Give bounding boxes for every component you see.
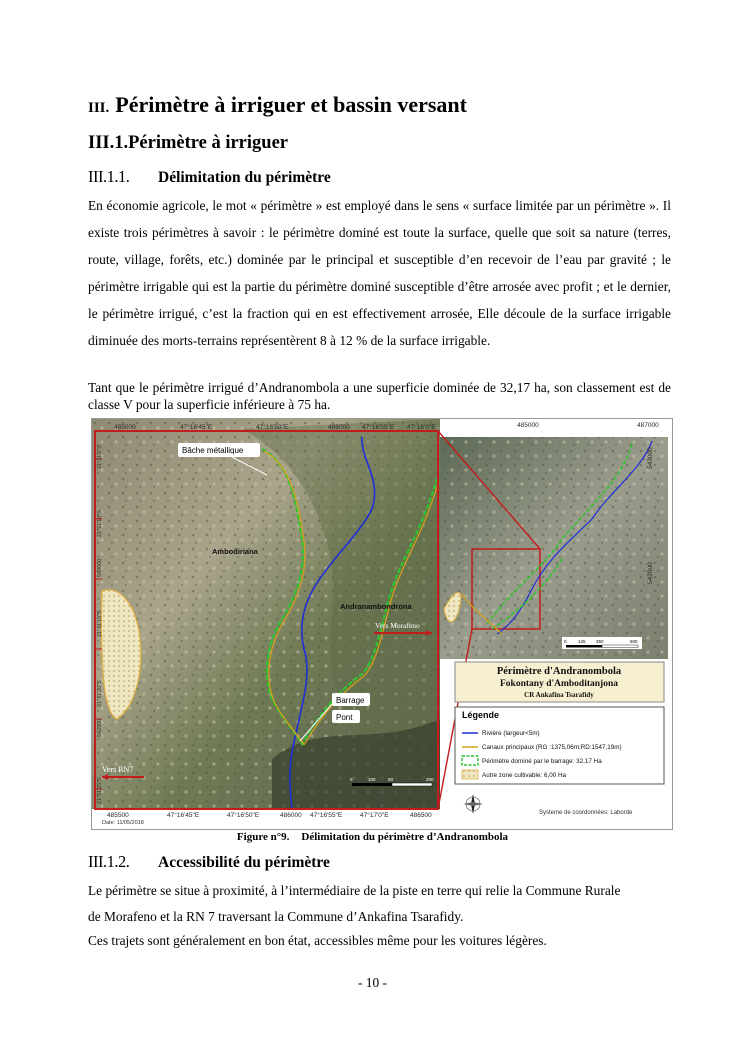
map-coord-top-2: 47°16'45"E: [180, 424, 213, 431]
legend-item-canal: Canaux principaux (RG :1375,06m;RD:1547,19m): [482, 744, 622, 751]
label-vers-rn7: Vers RN7: [102, 765, 134, 774]
heading-1: [88, 92, 467, 118]
svg-text:125: 125: [578, 639, 586, 644]
legend-title: Légende: [462, 710, 500, 720]
legend-zone-swatch: [462, 770, 478, 779]
svg-text:0: 0: [564, 639, 567, 644]
paragraph-1: En économie agricole, le mot « périmètre » est employé dans le sens « surface limitée par un périmètre ». Il existe trois périmètres à savoir : le périmètre dominé est toute la surface, quelle que soit sa nature (terres, route, village, forêts, etc.) dominée par le principal et susceptible d’en recevoir de l’eau par gravité ; le périmètre irrigable qui est la partie du périmètre dominé susceptible d’être arrosée avec profit ; et le dernier, le périmètre irrigué, c’est la fraction qui en est effectivement arrosée, Elle découle de la surface irrigable diminuée des morts-terrains représentèrent 8 à 12 % de la surface irrigable.: [88, 198, 671, 348]
section-heading-1: [88, 167, 331, 187]
label-pont: Pont: [336, 713, 353, 722]
map-svg: [92, 419, 672, 829]
figure-caption: [0, 831, 745, 843]
inset-coord-right-1: 543000: [647, 447, 654, 469]
map-coord-bottom-1: 485500: [107, 812, 129, 819]
map-title-line-1: Périmètre d'Andranombola: [496, 666, 622, 677]
map-coord-bottom-3: 47°16'50"E: [227, 812, 260, 819]
map-title-line-3: CR Ankafina Tsarafidy: [524, 691, 594, 699]
map-coord-left-4: 21°11'15"S: [97, 610, 103, 637]
map-coord-bottom-5: 47°16'55"E: [310, 812, 343, 819]
map-coord-top-5: 47°16'55"E: [362, 424, 395, 431]
figure-label: Figure n°9.: [236, 831, 290, 843]
inset-coord-top-1: 485000: [517, 422, 539, 429]
paragraph-4: Ces trajets sont généralement en bon état, accessibles même pour les voitures légères.: [88, 933, 547, 948]
map-coord-left-7: 21°11'25"S: [97, 777, 103, 804]
legend-item-perimeter: Périmètre dominé par le barrage: 32,17 Ha: [482, 758, 602, 765]
heading-1-number: III.: [88, 100, 110, 116]
map-coord-top-4: 486000: [328, 424, 350, 431]
svg-text:50: 50: [388, 777, 394, 782]
svg-text:0: 0: [350, 777, 353, 782]
heading-1-title: Périmètre à irriguer et bassin versant: [115, 92, 467, 117]
map-coord-top-6: 47°16'0"E: [407, 424, 436, 431]
map-coord-left-5: 21°11'20"S: [97, 680, 103, 707]
page-number: - 10 -: [357, 975, 387, 990]
paragraph-2: Tant que le périmètre irrigué d’Andranombola a une superficie dominée de 32,17 ha, son classement est de classe V pour la superficie inférieure à 75 ha.: [88, 380, 671, 412]
svg-text:500: 500: [630, 639, 638, 644]
section-heading-2: [88, 852, 330, 872]
paragraph-3-line-1: Le périmètre se situe à proximité, à l’intermédiaire de la piste en terre qui relie la Commune Rurale: [88, 883, 621, 898]
map-coord-left-6: 542500: [97, 718, 103, 737]
inset-coord-right-2: 542000: [647, 562, 654, 584]
figure-caption-text: Délimitation du périmètre d’Andranombola: [301, 831, 509, 843]
section-1-number: III.1.1.: [88, 167, 130, 186]
map-coord-system: Systeme de coordonnées: Laborde: [539, 810, 633, 816]
map-coord-left-2: 21°11'10"S: [97, 510, 103, 537]
map-coord-bottom-2: 47°16'45"E: [167, 812, 200, 819]
map-coord-left-3: 543000: [97, 558, 103, 577]
map-figure: [91, 418, 673, 830]
inset-coord-top-2: 487000: [637, 422, 659, 429]
map-coord-top-3: 47°16'50"E: [256, 424, 289, 431]
label-vers-morafeno: Vers Morafeno: [375, 621, 420, 630]
inset-scale-bar: [562, 637, 642, 649]
label-barrage: Barrage: [336, 696, 365, 705]
section-1-title: Délimitation du périmètre: [158, 169, 331, 186]
svg-text:250: 250: [596, 639, 604, 644]
label-andranambondrona: Andranambondrona: [340, 602, 412, 611]
map-coord-bottom-6: 47°17'0"E: [360, 812, 389, 819]
map-coord-bottom-4: 486000: [280, 812, 302, 819]
section-2-title: Accessibilité du périmètre: [158, 854, 330, 871]
heading-2: III.1.Périmètre à irriguer: [88, 133, 288, 153]
legend-item-river: Rivière (largeur<5m): [482, 730, 540, 737]
map-coord-left-1: 21°11'5"S: [97, 445, 103, 469]
map-coord-top-1: 485000: [114, 424, 136, 431]
label-bache: Bâche métallique: [182, 446, 244, 455]
map-title-line-2: Fokontany d'Amboditanjona: [500, 679, 618, 689]
map-coord-bottom-7: 486500: [410, 812, 432, 819]
section-2-number: III.1.2.: [88, 852, 130, 871]
legend-item-zone: Autre zone cultivable: 6,00 Ha: [482, 772, 567, 779]
label-ambodiriana: Ambodiriana: [212, 547, 258, 556]
map-date: Date: 11/05/2018: [102, 820, 144, 826]
svg-text:200: 200: [426, 777, 434, 782]
paragraph-3-line-2: de Morafeno et la RN 7 traversant la Commune d’Ankafina Tsarafidy.: [88, 909, 464, 924]
svg-text:100: 100: [368, 777, 376, 782]
